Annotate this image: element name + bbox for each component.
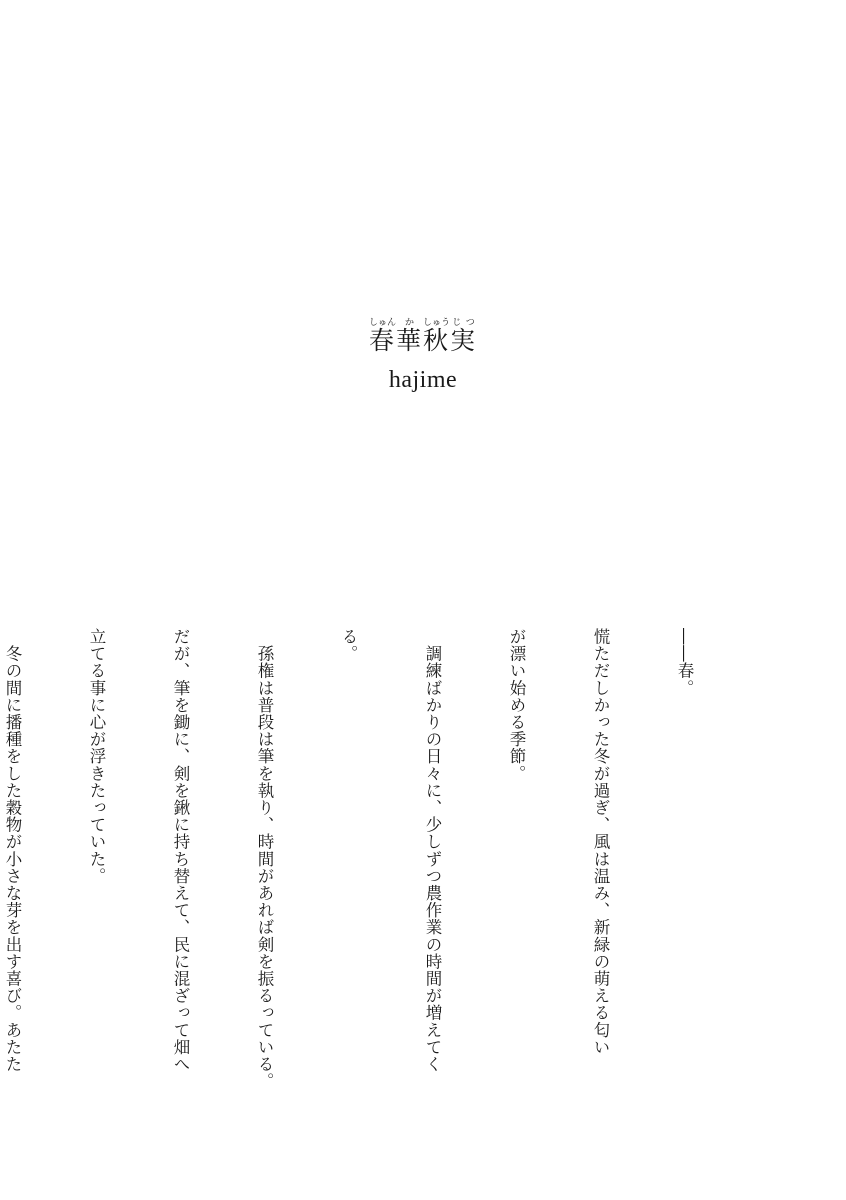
text-column: 慌ただしかった冬が過ぎ、風は温み、新緑の萌える匂い [591, 628, 610, 1056]
text-column: 冬の間に播種をした穀物が小さな芽を出す喜び。あたた [3, 628, 22, 1073]
title-char-2: 華か [395, 318, 423, 355]
title-char-3: 秋しゅう [423, 318, 451, 355]
page-title [369, 318, 477, 355]
text-column: る。 [339, 628, 358, 663]
text-column: 調練ばかりの日々に、少しずつ農作業の時間が増えてく [423, 628, 442, 1073]
title-char-4: 実じつ [450, 318, 478, 355]
text-column: が漂い始める季節。 [507, 628, 526, 782]
text-column: だが、筆を鋤に、剣を鍬に持ち替えて、民に混ざって畑へ [171, 628, 190, 1073]
title-char-1: 春しゅん [368, 318, 396, 355]
title-block [0, 318, 846, 394]
body-text [3, 628, 754, 1098]
author-name: hajime [388, 366, 458, 393]
text-column: 立てる事に心が浮きたっていた。 [87, 628, 106, 885]
text-column: 孫権は普段は筆を執り、時間があれば剣を振るっている。 [255, 628, 274, 1090]
text-column: ――春。 [675, 628, 694, 697]
